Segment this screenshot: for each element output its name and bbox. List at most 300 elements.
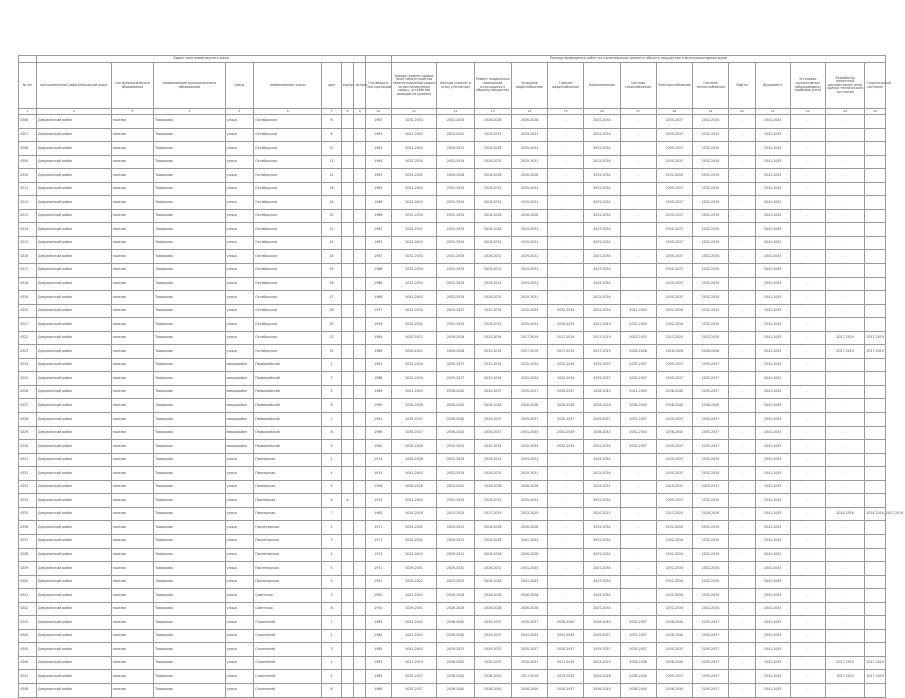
cell-sis3: 2035-2037 <box>692 426 728 440</box>
cell-sis2: 2035-2037 <box>656 115 692 129</box>
cell-sis1: 2023-2025 <box>620 331 656 345</box>
cell-n: 4320 <box>19 304 37 318</box>
cell-kanal: 2032-2034 <box>584 453 620 467</box>
cell-hvs: 2026-2028 <box>511 209 547 223</box>
table-row <box>19 562 886 576</box>
cell-uzel: - <box>790 358 825 372</box>
cell-proekt: - <box>825 494 864 508</box>
cell-lit <box>354 602 366 616</box>
cell-krysha: 2041-2043 <box>391 142 437 156</box>
cell-krysha: 2041-2043 <box>391 589 437 603</box>
cell-fund: 2041-2043 <box>755 142 790 156</box>
cell-lit <box>354 494 366 508</box>
cell-uzel: - <box>790 264 825 278</box>
cell-sis1: 2038-2040 <box>620 683 656 697</box>
cell-str: 2014-2016, 2017-2019 <box>865 507 886 521</box>
column-header-fasad: Фасады (ремонт и (или) утепление) <box>437 63 474 109</box>
cell-korp <box>341 602 354 616</box>
cell-fasad: 2035-2037 <box>437 372 474 386</box>
column-number: 10 <box>366 109 392 115</box>
cell-fund: 2041-2043 <box>755 155 790 169</box>
cell-fasad: 2032-2034 <box>437 223 474 237</box>
cell-sis1: - <box>620 534 656 548</box>
cell-mo: Товарково <box>154 345 225 359</box>
column-header-lit: литера <box>354 63 366 109</box>
cell-korp <box>341 196 354 210</box>
cell-ul: улица <box>225 345 254 359</box>
cell-sis2: 2035-2037 <box>656 372 692 386</box>
cell-fund: 2041-2043 <box>755 494 790 508</box>
cell-str <box>865 629 886 643</box>
cell-n: 4322 <box>19 331 37 345</box>
cell-n: 4309 <box>19 155 37 169</box>
cell-krysha: 2032-2034 <box>391 115 437 129</box>
cell-uzel: - <box>790 656 825 670</box>
cell-str <box>865 602 886 616</box>
cell-n: 4342 <box>19 602 37 616</box>
cell-hvs: 2029-2031 <box>511 155 547 169</box>
column-header-god: Год ввода в эксплуатацию <box>366 63 392 109</box>
cell-n: 4319 <box>19 291 37 305</box>
cell-name: Октябрьская <box>254 115 322 129</box>
cell-sis3: 2032-2034 <box>692 169 728 183</box>
cell-dom: 28 <box>322 304 341 318</box>
cell-podval: 2035-2037 <box>474 643 511 657</box>
cell-korp <box>341 548 354 562</box>
cell-proekt: - <box>825 426 864 440</box>
column-number: 13 <box>474 109 511 115</box>
cell-tip: поселок <box>111 236 154 250</box>
cell-fund: 2041-2043 <box>755 548 790 562</box>
cell-name: Октябрьская <box>254 250 322 264</box>
cell-kanal: 2032-2034 <box>584 115 620 129</box>
cell-sis3: 2032-2034 <box>692 115 728 129</box>
cell-fund: 2041-2043 <box>755 643 790 657</box>
cell-sis1: 2035-2037 <box>620 372 656 386</box>
cell-kanal: 2032-2034 <box>584 169 620 183</box>
table-row <box>19 169 886 183</box>
cell-ul: микрорайон <box>225 426 254 440</box>
cell-n: 4344 <box>19 629 37 643</box>
cell-god: 1967 <box>366 250 392 264</box>
cell-krysha: 2041-2043 <box>391 629 437 643</box>
cell-fund: 2041-2043 <box>755 115 790 129</box>
column-header-korp: корпус <box>341 63 354 109</box>
cell-korp <box>341 507 354 521</box>
cell-uzel: - <box>790 155 825 169</box>
cell-gvs: 2035-2037 <box>548 643 584 657</box>
cell-tip: поселок <box>111 413 154 427</box>
table-row <box>19 413 886 427</box>
column-number: 22 <box>790 109 825 115</box>
cell-str <box>865 575 886 589</box>
cell-sis1: - <box>620 155 656 169</box>
cell-fund: 2041-2043 <box>755 670 790 684</box>
cell-str <box>865 385 886 399</box>
cell-korp <box>341 683 354 697</box>
cell-uzel: - <box>790 616 825 630</box>
cell-podval: 2026-2028 <box>474 602 511 616</box>
cell-hvs: 2026-2028 <box>511 521 547 535</box>
cell-korp <box>341 575 354 589</box>
cell-uzel: - <box>790 331 825 345</box>
cell-n: 4316 <box>19 250 37 264</box>
cell-proekt: - <box>825 277 864 291</box>
column-number: 11 <box>391 109 437 115</box>
cell-fasad: 2029-2031 <box>437 562 474 576</box>
cell-dom: 24 <box>322 250 341 264</box>
cell-lift: - <box>729 426 756 440</box>
cell-dom: 8 <box>322 426 341 440</box>
cell-kanal: 2038-2040 <box>584 683 620 697</box>
cell-lift: - <box>729 358 756 372</box>
cell-gvs: 2026-2028 <box>548 399 584 413</box>
cell-uzel: - <box>790 236 825 250</box>
column-number: 23 <box>825 109 864 115</box>
cell-uzel: - <box>790 115 825 129</box>
cell-dom: 25 <box>322 264 341 278</box>
cell-tip: поселок <box>111 223 154 237</box>
table-row <box>19 345 886 359</box>
cell-sis3: 2032-2034 <box>692 291 728 305</box>
cell-sis1: - <box>620 169 656 183</box>
cell-mo: Товарково <box>154 507 225 521</box>
cell-podval: 2032-2034 <box>474 372 511 386</box>
cell-korp: А <box>341 494 354 508</box>
cell-gvs: 2035-2037 <box>548 385 584 399</box>
cell-sis3: 2032-2034 <box>692 182 728 196</box>
cell-uzel: - <box>790 277 825 291</box>
cell-lit <box>354 413 366 427</box>
cell-sis2: 2035-2037 <box>656 236 692 250</box>
cell-name: Первомайский <box>254 399 322 413</box>
cell-hvs: 2029-2031 <box>511 277 547 291</box>
cell-lit <box>354 399 366 413</box>
cell-korp <box>341 358 354 372</box>
cell-hvs: 2029-2031 <box>511 494 547 508</box>
cell-name: Пролетарская <box>254 562 322 576</box>
cell-mr: Дзержинский район <box>37 426 112 440</box>
cell-dom: 1 <box>322 616 341 630</box>
cell-lit <box>354 209 366 223</box>
cell-str <box>865 453 886 467</box>
cell-uzel: - <box>790 223 825 237</box>
cell-dom: 27 <box>322 291 341 305</box>
cell-god: 1971 <box>366 521 392 535</box>
cell-hvs: 2029-2031 <box>511 236 547 250</box>
cell-lit <box>354 440 366 454</box>
cell-krysha: 2041-2043 <box>391 548 437 562</box>
column-number: 24 <box>865 109 886 115</box>
cell-podval: 2029-2031 <box>474 196 511 210</box>
cell-uzel: - <box>790 385 825 399</box>
cell-dom: 2 <box>322 629 341 643</box>
cell-ul: улица <box>225 196 254 210</box>
table-row <box>19 304 886 318</box>
cell-podval: 2029-2031 <box>474 453 511 467</box>
cell-sis3: 2029-2031 <box>692 480 728 494</box>
cell-n: 4315 <box>19 236 37 250</box>
cell-gvs: 2032-2034 <box>548 358 584 372</box>
cell-hvs: 2026-2028 <box>511 399 547 413</box>
cell-sis3: 2032-2034 <box>692 277 728 291</box>
cell-sis2: 2038-2040 <box>656 656 692 670</box>
cell-korp <box>341 142 354 156</box>
cell-fasad: 2038-2040 <box>437 683 474 697</box>
cell-ul: микрорайон <box>225 372 254 386</box>
cell-korp <box>341 115 354 129</box>
cell-krysha: 2041-2043 <box>391 643 437 657</box>
cell-fasad: 2032-2034 <box>437 277 474 291</box>
cell-ul: микрорайон <box>225 440 254 454</box>
cell-sis1: - <box>620 196 656 210</box>
table-row <box>19 155 886 169</box>
cell-mo: Товарково <box>154 602 225 616</box>
cell-krysha: 2032-2034 <box>391 372 437 386</box>
cell-proekt: - <box>825 643 864 657</box>
cell-mr: Дзержинский район <box>37 548 112 562</box>
cell-god: 1990 <box>366 440 392 454</box>
cell-fasad: 2032-2034 <box>437 236 474 250</box>
cell-hvs: 2032-2034 <box>511 358 547 372</box>
cell-krysha: 2017-2019 <box>391 656 437 670</box>
column-number: 7 <box>322 109 341 115</box>
cell-n: 4336 <box>19 521 37 535</box>
cell-lit <box>354 196 366 210</box>
cell-uzel: - <box>790 304 825 318</box>
cell-god: 1963 <box>366 142 392 156</box>
cell-lit <box>354 480 366 494</box>
cell-podval: 2035-2037 <box>474 385 511 399</box>
cell-lift: - <box>729 236 756 250</box>
cell-podval: 2032-2034 <box>474 345 511 359</box>
cell-korp <box>341 331 354 345</box>
cell-god: 1988 <box>366 372 392 386</box>
cell-sis2: 2038-2040 <box>656 629 692 643</box>
cell-dom: 9 <box>322 575 341 589</box>
cell-mo: Товарково <box>154 399 225 413</box>
cell-uzel: - <box>790 562 825 576</box>
cell-lift: - <box>729 277 756 291</box>
cell-god: 1984 <box>366 331 392 345</box>
cell-sis3: 2032-2034 <box>692 142 728 156</box>
cell-gvs: 2017-2019 <box>548 656 584 670</box>
cell-fasad: 2038-2040 <box>437 629 474 643</box>
cell-str <box>865 236 886 250</box>
cell-krysha: 2041-2043 <box>391 196 437 210</box>
cell-lit <box>354 236 366 250</box>
cell-fund: 2041-2043 <box>755 453 790 467</box>
cell-gvs: 2017-2019 <box>548 331 584 345</box>
cell-sis3: 2026-2028 <box>692 345 728 359</box>
cell-sis2: 2035-2037 <box>656 643 692 657</box>
cell-lift: - <box>729 223 756 237</box>
cell-lit <box>354 277 366 291</box>
cell-tip: поселок <box>111 629 154 643</box>
cell-krysha: 2029-2031 <box>391 602 437 616</box>
cell-n: 4335 <box>19 507 37 521</box>
cell-sis2: 2026-2028 <box>656 345 692 359</box>
cell-str <box>865 142 886 156</box>
cell-dom: 4 <box>322 548 341 562</box>
cell-uzel: - <box>790 399 825 413</box>
cell-ul: улица <box>225 264 254 278</box>
cell-sis1: - <box>620 575 656 589</box>
column-header-dom: дом <box>322 63 341 109</box>
table-row <box>19 453 886 467</box>
cell-dom: 6 <box>322 399 341 413</box>
cell-korp <box>341 236 354 250</box>
cell-krysha: 2035-2037 <box>391 413 437 427</box>
cell-tip: поселок <box>111 602 154 616</box>
cell-kanal: 2032-2034 <box>584 304 620 318</box>
cell-krysha: 2032-2034 <box>391 155 437 169</box>
cell-sis3: 2032-2034 <box>692 209 728 223</box>
cell-kanal: 2032-2034 <box>584 277 620 291</box>
cell-mo: Товарково <box>154 128 225 142</box>
cell-fasad: 2032-2034 <box>437 453 474 467</box>
cell-korp <box>341 629 354 643</box>
cell-mr: Дзержинский район <box>37 182 112 196</box>
cell-kanal: 2035-2037 <box>584 358 620 372</box>
cell-mr: Дзержинский район <box>37 345 112 359</box>
cell-god: 1998 <box>366 426 392 440</box>
cell-mo: Товарково <box>154 413 225 427</box>
cell-lit <box>354 534 366 548</box>
cell-str <box>865 534 886 548</box>
cell-mr: Дзержинский район <box>37 385 112 399</box>
cell-sis2: 2035-2037 <box>656 358 692 372</box>
cell-korp <box>341 277 354 291</box>
cell-sis3: 2032-2034 <box>692 602 728 616</box>
cell-name: Октябрьская <box>254 169 322 183</box>
cell-sis2: 2035-2037 <box>656 264 692 278</box>
cell-mo: Товарково <box>154 358 225 372</box>
cell-kanal: 2032-2034 <box>584 250 620 264</box>
cell-str: 2017-2019 <box>865 331 886 345</box>
cell-kanal: 2026-2028 <box>584 670 620 684</box>
cell-tip: поселок <box>111 115 154 129</box>
cell-korp <box>341 467 354 481</box>
cell-fund: 2041-2043 <box>755 467 790 481</box>
cell-podval: 2032-2034 <box>474 440 511 454</box>
cell-krysha: 2041-2043 <box>391 616 437 630</box>
cell-krysha: 2014-2016 <box>391 507 437 521</box>
cell-str <box>865 562 886 576</box>
cell-krysha: 2032-2034 <box>391 250 437 264</box>
cell-sis2: 2032-2034 <box>656 304 692 318</box>
cell-name: Первомайский <box>254 440 322 454</box>
cell-krysha: 2035-2037 <box>391 426 437 440</box>
cell-sis1: 2035-2037 <box>620 643 656 657</box>
cell-lift: - <box>729 548 756 562</box>
cell-kanal: 2032-2034 <box>584 589 620 603</box>
cell-sis3: 2035-2037 <box>692 385 728 399</box>
cell-sis3: 2032-2034 <box>692 236 728 250</box>
cell-uzel: - <box>790 589 825 603</box>
cell-god: 1967 <box>366 115 392 129</box>
cell-kanal: 2032-2034 <box>584 209 620 223</box>
cell-sis1: 2041-2043 <box>620 385 656 399</box>
cell-podval: 2029-2031 <box>474 494 511 508</box>
cell-mr: Дзержинский район <box>37 128 112 142</box>
cell-dom: 24 <box>322 236 341 250</box>
cell-kanal: 2032-2034 <box>584 494 620 508</box>
cell-mo: Товарково <box>154 480 225 494</box>
cell-fund: 2041-2043 <box>755 399 790 413</box>
cell-fasad: 2029-2031 <box>437 521 474 535</box>
cell-lit <box>354 169 366 183</box>
cell-god: 1962 <box>366 507 392 521</box>
cell-dom: 12 <box>322 155 341 169</box>
cell-lift: - <box>729 182 756 196</box>
table-row <box>19 385 886 399</box>
cell-sis2: 2035-2037 <box>656 155 692 169</box>
cell-tip: поселок <box>111 643 154 657</box>
cell-uzel: - <box>790 602 825 616</box>
table-row <box>19 575 886 589</box>
table-row <box>19 236 886 250</box>
column-header-gvs: Горячее водоснабжение <box>548 63 584 109</box>
cell-sis2: 2032-2034 <box>656 575 692 589</box>
cell-krysha: 2029-2031 <box>391 562 437 576</box>
cell-name: Строителей <box>254 670 322 684</box>
cell-lift: - <box>729 318 756 332</box>
cell-lift: - <box>729 115 756 129</box>
cell-krysha: 2032-2034 <box>391 358 437 372</box>
cell-ul: улица <box>225 304 254 318</box>
cell-fasad: 2035-2037 <box>437 358 474 372</box>
cell-fund: 2041-2043 <box>755 616 790 630</box>
cell-korp <box>341 453 354 467</box>
cell-dom: 6 <box>322 494 341 508</box>
column-header-sis2: Электроснабжение <box>656 63 692 109</box>
cell-dom: 10 <box>322 142 341 156</box>
cell-ul: улица <box>225 169 254 183</box>
cell-uzel: - <box>790 507 825 521</box>
cell-mo: Товарково <box>154 115 225 129</box>
cell-krysha: 2041-2043 <box>391 385 437 399</box>
cell-name: Октябрьская <box>254 209 322 223</box>
column-number: 15 <box>548 109 584 115</box>
cell-krysha: 2026-2028 <box>391 440 437 454</box>
cell-sis1: - <box>620 589 656 603</box>
cell-hvs: 2026-2028 <box>511 115 547 129</box>
cell-n: 4324 <box>19 358 37 372</box>
cell-sis1: - <box>620 562 656 576</box>
column-header-kanal: Канализование <box>584 63 620 109</box>
table-row <box>19 331 886 345</box>
cell-krysha: 2041-2043 <box>391 236 437 250</box>
cell-kanal: 2038-2040 <box>584 616 620 630</box>
cell-korp <box>341 345 354 359</box>
cell-sis2: 2035-2037 <box>656 494 692 508</box>
cell-fund: 2041-2043 <box>755 372 790 386</box>
cell-korp <box>341 155 354 169</box>
cell-sis1: - <box>620 494 656 508</box>
cell-korp <box>341 318 354 332</box>
cell-mo: Товарково <box>154 277 225 291</box>
cell-dom: 7 <box>322 413 341 427</box>
cell-name: Пролетарская <box>254 575 322 589</box>
cell-mo: Товарково <box>154 670 225 684</box>
table-row <box>19 440 886 454</box>
cell-fund: 2041-2043 <box>755 236 790 250</box>
cell-gvs: 2032-2034 <box>548 440 584 454</box>
cell-n: 4348 <box>19 683 37 697</box>
cell-lift: - <box>729 494 756 508</box>
table-row <box>19 656 886 670</box>
